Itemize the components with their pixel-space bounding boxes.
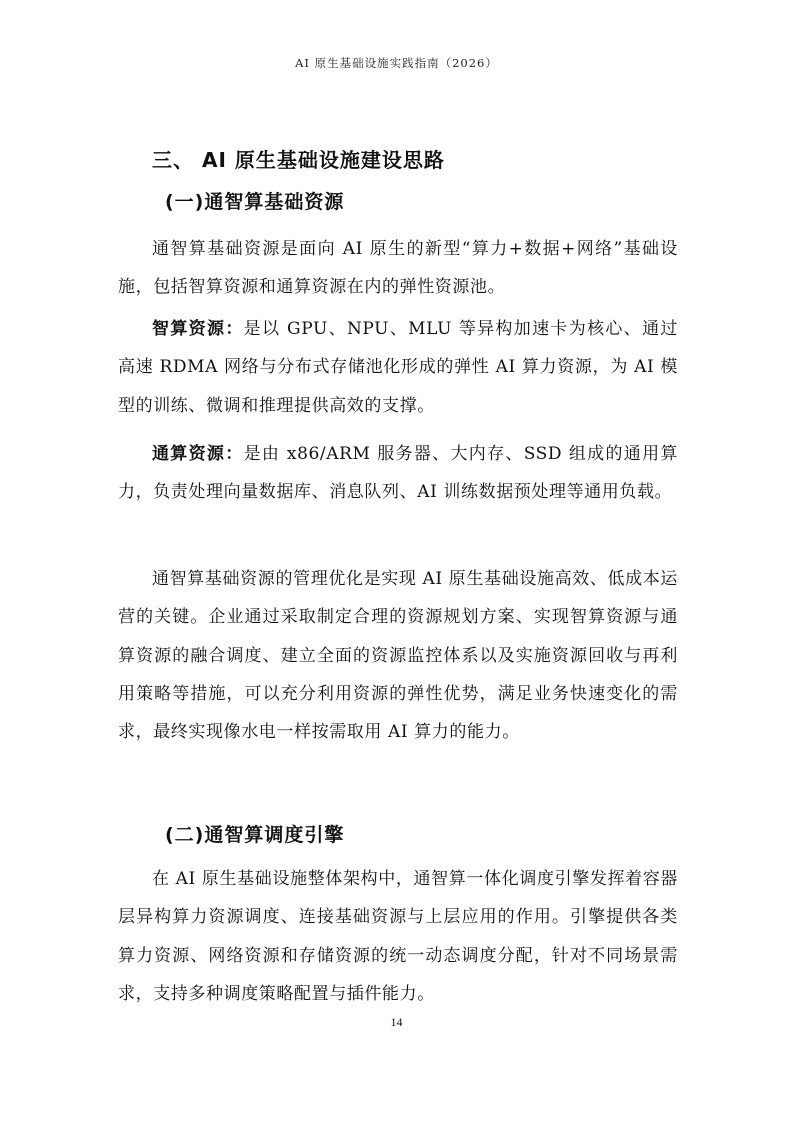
subsection-heading-2: (二)通智算调度引擎 [165, 824, 345, 846]
page-number: 14 [390, 1015, 403, 1029]
paragraph-intro: 通智算基础资源是面向 AI 原生的新型“算力+数据+网络”基础设施，包括智算资源和通算资源在内的弹性资源池。 [118, 239, 678, 298]
smart-compute-label: 智算资源： [152, 319, 244, 339]
general-compute-text: 是由 x86/ARM 服务器、大内存、SSD 组成的通用算力，负责处理向量数据库、消息队列、AI 训练数据预处理等通用负载。 [118, 444, 679, 503]
running-header: AI 原生基础设施实践指南（2026） [295, 56, 498, 70]
paragraph-smart-compute [118, 310, 678, 425]
general-compute-label: 通算资源： [152, 444, 244, 464]
section-heading: 三、 AI 原生基础设施建设思路 [152, 148, 445, 172]
paragraph-management: 通智算基础资源的管理优化是实现 AI 原生基础设施高效、低成本运营的关键。企业通过采取制定合理的资源规划方案、实现智算资源与通算资源的融合调度、建立全面的资源监控体系以及实施资源回收与再利用策略等措施，可以充分利用资源的弹性优势，满足业务快速变化的需求，最终实现像水电一样按需取用 AI 算力的能力。 [118, 569, 678, 743]
smart-compute-text: 是以 GPU、NPU、MLU 等异构加速卡为核心、通过高速 RDMA 网络与分布式存储池化形成的弹性 AI 算力资源，为 AI 模型的训练、微调和推理提供高效的支撑。 [118, 319, 678, 416]
paragraph-general-compute [118, 435, 678, 512]
paragraph-scheduler: 在 AI 原生基础设施整体架构中，通智算一体化调度引擎发挥着容器层异构算力资源调度、连接基础资源与上层应用的作用。引擎提供各类算力资源、网络资源和存储资源的统一动态调度分配，针对不同场景需求，支持多种调度策略配置与插件能力。 [118, 869, 678, 1004]
subsection-heading-1: (一)通智算基础资源 [165, 191, 345, 213]
